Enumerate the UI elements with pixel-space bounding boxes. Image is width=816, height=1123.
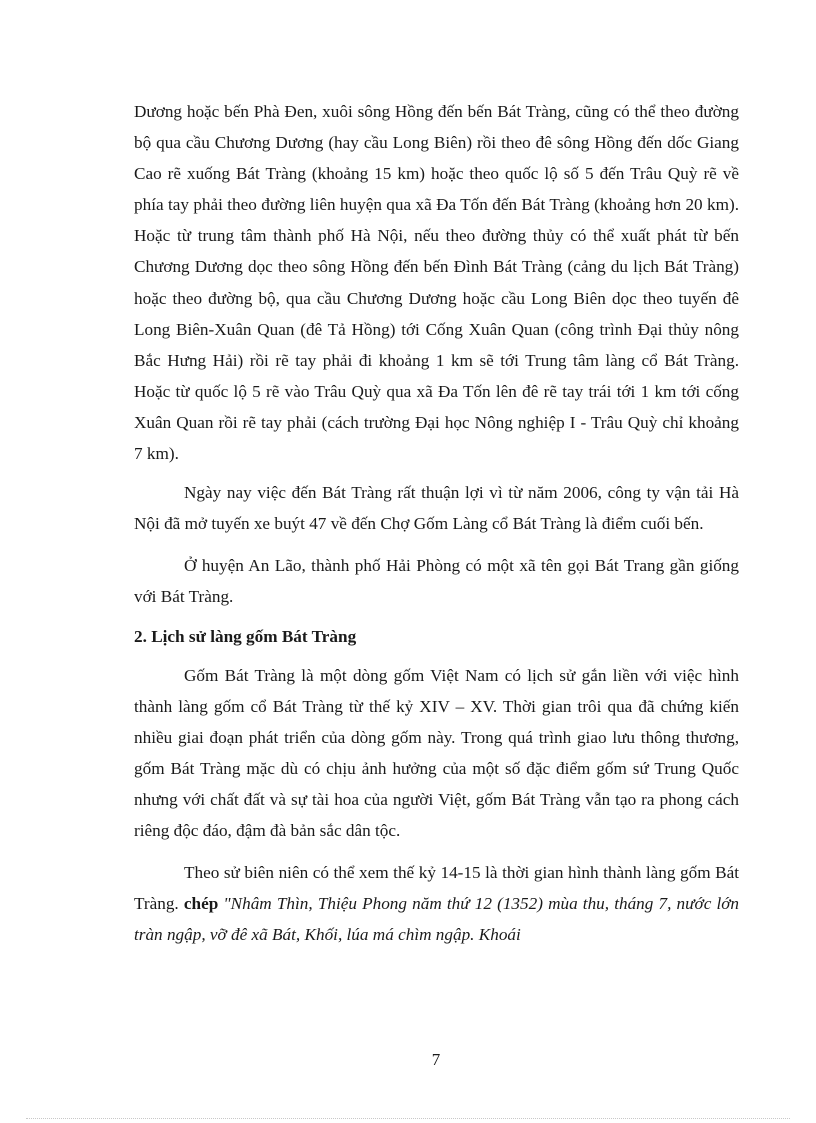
paragraph-an-lao: Ở huyện An Lão, thành phố Hải Phòng có một xã tên gọi Bát Trang gần giống với Bát Tràng. xyxy=(134,556,739,607)
paragraph-chronicle xyxy=(134,857,739,950)
chronicle-bold-word: chép xyxy=(183,894,219,914)
paragraph-history: Gốm Bát Tràng là một dòng gốm Việt Nam có lịch sử gắn liền với việc hình thành làng gốm cổ Bát Tràng từ thế kỷ XIV – XV. Thời gian trôi qua đã chứng kiến nhiều giai đoạn phát triển của dòng gốm này. Trong quá trình giao lưu thông thương, gốm Bát Tràng mặc dù có chịu ảnh hưởng của một số đặc điểm gốm sứ Trung Quốc nhưng với chất đất và sự tài hoa của người Việt, gốm Bát Tràng vẫn tạo ra phong cách riêng độc đáo, đậm đà bản sắc dân tộc. xyxy=(134,665,739,840)
chronicle-quote: "Nhâm Thìn, Thiệu Phong năm thứ 12 (1352) mùa thu, tháng 7, nước lớn tràn ngập, vỡ đê xã Bát, Khối, lúa má chìm ngập. Khoái xyxy=(134,894,740,945)
section-heading: 2. Lịch sử làng gốm Bát Tràng xyxy=(134,626,357,646)
document-body xyxy=(134,96,739,950)
paragraph-travel-routes: Dương hoặc bến Phà Đen, xuôi sông Hồng đến bến Bát Tràng, cũng có thể theo đường bộ qua cầu Chương Dương (hay cầu Long Biên) rồi theo đê sông Hồng đến dốc Giang Cao rẽ xuống Bát Tràng (khoảng 15 km) hoặc theo quốc lộ số 5 đến Trâu Quỳ rẽ về phía tay phải theo đường liên huyện qua xã Đa Tốn đến Bát Tràng (khoảng hơn 20 km). Hoặc từ trung tâm thành phố Hà Nội, nếu theo đường thủy có thể xuất phát từ bến Chương Dương dọc theo sông Hồng đến bến Đình Bát Tràng (cảng du lịch Bát Tràng) hoặc theo đường bộ, qua cầu Chương Dương hoặc cầu Long Biên dọc theo tuyến đê Long Biên-Xuân Quan (đê Tả Hồng) tới Cống Xuân Quan (công trình Đại thủy nông Bắc Hưng Hải) rồi rẽ tay phải đi khoảng 1 km sẽ tới Trung tâm làng cổ Bát Tràng. Hoặc từ quốc lộ 5 rẽ vào Trâu Quỳ qua xã Đa Tốn lên đê rẽ tay trái tới 1 km tới cống Xuân Quan rồi rẽ tay phải (cách trường Đại học Nông nghiệp I - Trâu Quỳ chỉ khoảng 7 km). xyxy=(134,102,739,464)
paragraph-bus-route: Ngày nay việc đến Bát Tràng rất thuận lợi vì từ năm 2006, công ty vận tải Hà Nội đã mở tuyến xe buýt 47 về đến Chợ Gốm Làng cổ Bát Tràng là điểm cuối bến. xyxy=(134,483,739,534)
chronicle-lead-text: Theo sử biên niên có thể xem thế kỷ 14-15 là thời gian hình thành làng gốm Bát Tràng. xyxy=(134,863,739,914)
page-number: 7 xyxy=(431,1050,441,1069)
page-bottom-divider xyxy=(26,1118,790,1119)
